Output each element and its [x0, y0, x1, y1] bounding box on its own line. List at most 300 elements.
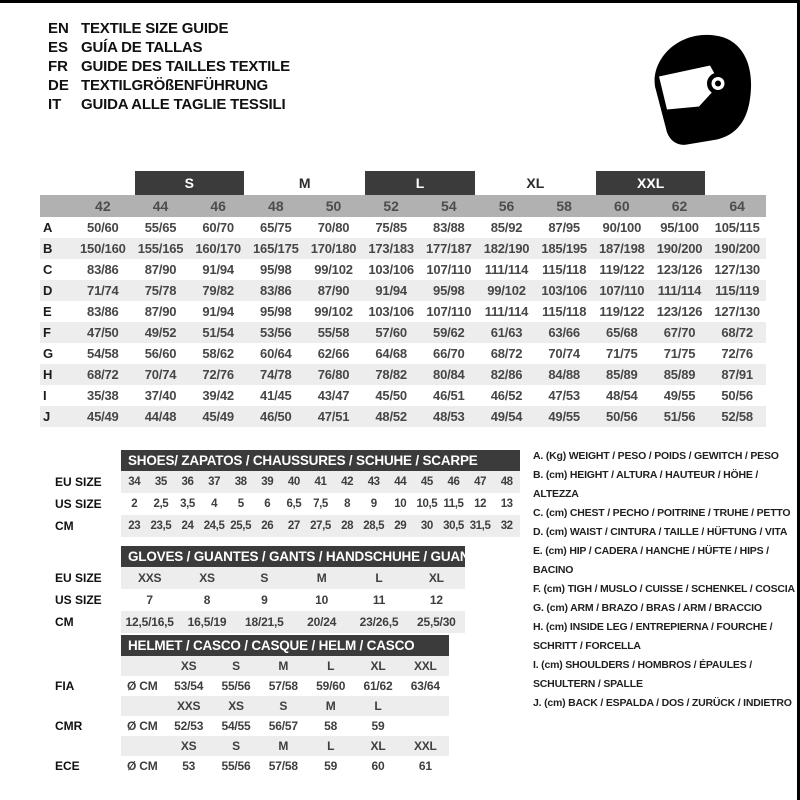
measurement-row-i	[40, 385, 766, 406]
measurement-value: 45/49	[87, 409, 119, 424]
side-label-us-size: US SIZE	[55, 593, 102, 607]
measurement-value: 83/86	[260, 283, 292, 298]
helmet-size-value: 52/53	[174, 719, 204, 733]
language-title: GUIDA ALLE TAGLIE TESSILI	[81, 96, 286, 113]
gloves-size-table	[55, 546, 482, 633]
size-value: 12	[429, 593, 443, 607]
measurement-value: 95/98	[433, 283, 465, 298]
language-row	[48, 95, 290, 114]
size-value: 41	[314, 476, 327, 488]
helmet-size-label: L	[327, 659, 335, 673]
size-value: L	[375, 571, 383, 585]
gloves-table-title: GLOVES / GUANTES / GANTS / HANDSCHUHE / GUANTI	[121, 546, 465, 567]
helmet-size-value: 53	[182, 759, 196, 773]
size-group-band	[40, 171, 766, 195]
size-value: 29	[394, 520, 407, 532]
measurement-value: 85/89	[606, 367, 638, 382]
size-value: 34	[128, 476, 141, 488]
size-column-header: 42	[95, 198, 111, 214]
measurement-value: 111/114	[484, 262, 529, 277]
size-row-cm	[121, 515, 520, 537]
measurement-value: 95/98	[260, 262, 292, 277]
racing-helmet-icon	[651, 30, 755, 149]
size-value: 11,5	[443, 498, 464, 510]
measurement-value: 68/72	[87, 367, 119, 382]
size-value: M	[316, 571, 327, 585]
row-letter: H	[43, 367, 53, 382]
measurement-value: 95/100	[660, 220, 699, 235]
size-value: 36	[181, 476, 194, 488]
helmet-size-value: 61/62	[363, 679, 393, 693]
size-value: 30	[420, 520, 433, 532]
language-title: TEXTILGRÖßENFÜHRUNG	[81, 77, 269, 94]
measurement-value: 66/70	[433, 346, 465, 361]
size-column-header: 52	[383, 198, 399, 214]
helmet-size-value: 57/58	[268, 679, 298, 693]
measurement-value: 99/102	[314, 262, 353, 277]
size-value: 6,5	[286, 498, 302, 510]
measurement-value: 39/42	[202, 388, 234, 403]
measurement-value: 87/91	[721, 367, 753, 382]
measurement-value: 155/165	[137, 241, 184, 256]
measurement-value: 115/118	[542, 262, 587, 277]
measurement-value: 91/94	[202, 262, 234, 277]
size-value: 27,5	[310, 520, 331, 532]
legend-item: F. (cm) TIGH / MUSLO / CUISSE / SCHENKEL / COSCIA	[533, 583, 795, 595]
measurement-value: 46/51	[433, 388, 465, 403]
measurement-value: 46/50	[260, 409, 292, 424]
legend-item: A. (Kg) WEIGHT / PESO / POIDS / GEWITCH / PESO	[533, 450, 779, 462]
measurement-value: 74/78	[260, 367, 292, 382]
helmet-size-label: XS	[180, 659, 197, 673]
size-column-header: 48	[268, 198, 284, 214]
size-value: 7	[146, 593, 153, 607]
side-label-eu-size: EU SIZE	[55, 571, 102, 585]
measurement-value: 55/65	[144, 220, 177, 235]
helmet-value-row-cmr	[121, 716, 449, 736]
measurement-value: 50/56	[721, 388, 753, 403]
measurement-value: 111/114	[657, 283, 702, 298]
measurement-value: 76/80	[317, 367, 350, 382]
language-row	[48, 76, 290, 95]
measurement-value: 49/54	[490, 409, 523, 424]
size-column-header: 44	[152, 198, 169, 214]
measurement-value: 123/126	[656, 304, 703, 319]
measurement-value: 105/115	[714, 220, 760, 235]
size-group-s: S	[135, 171, 244, 195]
measurement-value: 53/56	[260, 325, 292, 340]
legend-item: G. (cm) ARM / BRAZO / BRAS / ARM / BRACCIO	[533, 602, 762, 614]
measurement-value: 190/200	[656, 241, 703, 256]
size-value: 32	[500, 520, 513, 532]
measurement-value: 119/122	[599, 304, 645, 319]
measurement-value: 45/49	[202, 409, 234, 424]
helmet-size-label: M	[325, 699, 336, 713]
size-value: 30,5	[443, 520, 464, 532]
measurement-value: 47/53	[548, 388, 580, 403]
size-group-xl: XL	[526, 175, 545, 191]
measurement-value: 65/68	[606, 325, 638, 340]
size-value: 4	[211, 498, 218, 510]
size-value: 13	[500, 498, 513, 510]
size-value: 10	[394, 498, 407, 510]
measurement-value: 84/88	[548, 367, 580, 382]
size-value: 10	[315, 593, 329, 607]
measurement-value: 48/53	[433, 409, 465, 424]
helmet-size-value: 63/64	[410, 679, 440, 693]
standard-label-cmr: CMR	[55, 719, 83, 733]
measurement-value: 127/130	[714, 304, 760, 319]
size-value: 48	[500, 476, 513, 488]
helmet-size-label: L	[374, 699, 382, 713]
size-value: XXS	[137, 571, 162, 585]
helmet-size-value: 56/57	[268, 719, 298, 733]
measurement-value: 70/80	[317, 220, 350, 235]
row-letter: D	[43, 283, 53, 298]
size-value: 23	[128, 520, 141, 532]
measurement-row-a	[40, 217, 766, 238]
measurement-value: 71/74	[87, 283, 119, 298]
helmet-size-table	[55, 635, 449, 776]
size-value: 39	[261, 476, 274, 488]
measurement-value: 54/58	[87, 346, 119, 361]
size-value: 31,5	[469, 520, 491, 532]
measurement-value: 90/100	[602, 220, 642, 235]
measurement-value: 115/119	[715, 283, 760, 298]
measurement-value: 103/106	[368, 304, 414, 319]
measurement-value: 91/94	[375, 283, 407, 298]
measurement-value: 87/90	[144, 304, 177, 319]
measurement-value: 165/175	[253, 241, 299, 256]
helmet-size-label: XS	[228, 699, 244, 713]
side-label-cm: CM	[55, 519, 74, 533]
size-column-header: 46	[210, 198, 226, 214]
size-row-eu-size	[121, 567, 465, 589]
measurement-value: 107/110	[426, 262, 472, 277]
measurement-value: 70/74	[548, 346, 580, 361]
helmet-size-label: XS	[180, 739, 197, 753]
legend-item: E. (cm) HIP / CADERA / HANCHE / HÜFTE / HIPS / BACINO	[533, 545, 769, 576]
measurement-value: 50/60	[87, 220, 119, 235]
row-letter: B	[43, 241, 53, 256]
legend-item: J. (cm) BACK / ESPALDA / DOS / ZURÜCK / INDIETRO	[533, 697, 792, 709]
measurement-row-e	[40, 301, 766, 322]
textile-size-table	[40, 171, 766, 427]
measurement-value: 83/86	[87, 304, 119, 319]
size-group-m: M	[298, 175, 311, 191]
helmet-size-value: 60	[371, 759, 385, 773]
row-letter: E	[43, 304, 52, 319]
helmet-size-label: S	[232, 659, 240, 673]
helmet-size-value: 54/55	[221, 719, 251, 733]
measurement-value: 55/58	[317, 325, 350, 340]
measurement-value: 60/64	[260, 346, 292, 361]
measurement-value: 71/75	[663, 346, 696, 361]
size-value: XL	[428, 571, 444, 585]
measurement-value: 177/187	[426, 241, 472, 256]
measurement-value: 87/90	[317, 283, 350, 298]
size-value: 27	[287, 520, 300, 532]
helmet-size-value: 59	[324, 759, 338, 773]
measurement-row-c	[40, 259, 766, 280]
measurement-value: 103/106	[541, 283, 587, 298]
measurement-value: 52/58	[721, 409, 753, 424]
row-letter: A	[43, 220, 53, 235]
helmet-size-value: 61	[418, 759, 432, 773]
measurement-row-f	[40, 322, 766, 343]
measurement-value: 187/198	[599, 241, 645, 256]
size-value: 18/21,5	[245, 615, 284, 629]
measurement-value: 72/76	[202, 367, 234, 382]
measurement-value: 95/98	[260, 304, 292, 319]
measurement-value: 83/86	[87, 262, 119, 277]
language-row	[48, 57, 290, 76]
measurement-value: 56/60	[144, 346, 177, 361]
size-value: 35	[154, 476, 167, 488]
size-value: 25,5/30	[417, 615, 456, 629]
helmet-table-title: HELMET / CASCO / CASQUE / HELM / CASCO	[121, 635, 449, 656]
measurement-value: 91/94	[202, 304, 234, 319]
shoes-size-table	[55, 450, 520, 537]
language-code: EN	[48, 20, 69, 37]
helmet-value-row-ece	[121, 756, 449, 776]
side-label-us-size: US SIZE	[55, 497, 102, 511]
measurement-value: 170/180	[310, 241, 357, 256]
size-value: 20/24	[307, 615, 337, 629]
size-value: 28	[341, 520, 354, 532]
helmet-size-header-row	[121, 736, 449, 756]
size-value: 16,5/19	[187, 615, 227, 629]
row-letter: I	[43, 388, 47, 403]
size-value: 42	[341, 476, 354, 488]
size-row-us-size	[121, 589, 465, 611]
legend-item: H. (cm) INSIDE LEG / ENTREPIERNA / FOURCHE / SCHRITT / FORCELLA	[533, 621, 773, 652]
measurement-value: 58/62	[202, 346, 234, 361]
row-letter: F	[43, 325, 51, 340]
measurement-value: 48/52	[375, 409, 407, 424]
size-number-header-row	[40, 195, 766, 217]
measurement-value: 45/50	[375, 388, 407, 403]
measurement-value: 103/106	[368, 262, 414, 277]
measurement-value: 47/50	[87, 325, 119, 340]
size-value: 9	[261, 593, 268, 607]
measurement-value: 67/70	[663, 325, 696, 340]
diameter-unit-label: Ø CM	[127, 759, 158, 773]
measurement-value: 115/118	[542, 304, 587, 319]
size-value: XS	[199, 571, 215, 585]
measurement-row-g	[40, 343, 766, 364]
measurement-value: 35/38	[87, 388, 119, 403]
diameter-unit-label: Ø CM	[127, 679, 158, 693]
size-value: 26	[261, 520, 274, 532]
size-column-header: 50	[325, 198, 342, 214]
legend-item: C. (cm) CHEST / PECHO / POITRINE / TRUHE / PETTO	[533, 507, 791, 519]
size-column-header: 54	[441, 198, 457, 214]
size-value: 12,5/16,5	[125, 615, 174, 629]
measurement-value: 99/102	[314, 304, 353, 319]
measurement-value: 50/56	[606, 409, 638, 424]
measurement-value: 190/200	[714, 241, 760, 256]
size-value: 47	[474, 476, 487, 488]
measurement-rows	[40, 217, 766, 427]
measurement-value: 49/55	[548, 409, 580, 424]
measurement-value: 82/86	[490, 367, 523, 382]
diameter-unit-label: Ø CM	[127, 719, 158, 733]
size-value: 43	[367, 476, 380, 488]
size-value: 5	[237, 498, 244, 510]
size-value: 2	[131, 498, 138, 510]
size-value: 2,5	[153, 498, 169, 510]
measurement-value: 85/89	[663, 367, 696, 382]
measurement-value: 57/60	[375, 325, 407, 340]
measurement-value: 87/95	[548, 220, 580, 235]
helmet-size-label: L	[327, 739, 335, 753]
measurement-value: 99/102	[487, 283, 526, 298]
measurement-legend	[533, 447, 797, 713]
size-column-header: 62	[671, 198, 688, 214]
size-value: 6	[264, 498, 271, 510]
language-code: DE	[48, 77, 69, 94]
size-column-header: 56	[498, 198, 515, 214]
measurement-value: 46/52	[490, 388, 523, 403]
size-value: 24	[181, 520, 194, 532]
helmet-size-label: XL	[370, 659, 386, 673]
size-value: 24,5	[203, 520, 225, 532]
language-row	[48, 38, 290, 57]
measurement-value: 43/47	[317, 388, 350, 403]
size-value: 38	[234, 476, 247, 488]
helmet-size-value: 58	[324, 719, 338, 733]
language-code: IT	[48, 96, 62, 113]
helmet-size-label: S	[279, 699, 288, 713]
size-row-eu-size	[121, 471, 520, 493]
helmet-size-label: M	[278, 659, 289, 673]
measurement-value: 64/68	[375, 346, 407, 361]
shoes-table-title: SHOES/ ZAPATOS / CHAUSSURES / SCHUHE / SCARPE	[121, 450, 520, 471]
size-row-us-size	[121, 493, 520, 515]
size-value: 28,5	[363, 520, 385, 532]
measurement-value: 182/190	[483, 241, 530, 256]
language-title: GUIDE DES TAILLES TEXTILE	[81, 58, 290, 75]
measurement-value: 111/114	[484, 304, 529, 319]
size-column-header: 58	[556, 198, 572, 214]
measurement-value: 49/55	[663, 388, 696, 403]
standard-label-ece: ECE	[55, 759, 80, 773]
size-value: S	[260, 571, 269, 585]
helmet-rows	[121, 656, 449, 776]
measurement-row-b	[40, 238, 766, 259]
measurement-value: 71/75	[606, 346, 638, 361]
helmet-size-label: XXL	[413, 659, 437, 673]
helmet-value-row-fia	[121, 676, 449, 696]
measurement-value: 85/92	[490, 220, 523, 235]
size-value: 8	[203, 593, 211, 607]
size-value: 44	[394, 476, 407, 488]
measurement-row-d	[40, 280, 766, 301]
measurement-value: 107/110	[426, 304, 472, 319]
measurement-value: 150/160	[80, 241, 126, 256]
size-group-l: L	[365, 171, 474, 195]
measurement-value: 119/122	[599, 262, 645, 277]
helmet-size-value: 53/54	[174, 679, 204, 693]
measurement-value: 160/170	[195, 241, 241, 256]
measurement-value: 78/82	[375, 367, 407, 382]
size-column-header: 60	[614, 198, 630, 214]
measurement-value: 47/51	[317, 409, 350, 424]
measurement-value: 87/90	[144, 262, 177, 277]
measurement-value: 51/54	[202, 325, 234, 340]
helmet-size-value: 59/60	[316, 679, 346, 693]
language-title: TEXTILE SIZE GUIDE	[81, 20, 229, 37]
measurement-value: 83/88	[433, 220, 465, 235]
size-value: 45	[420, 476, 433, 488]
measurement-value: 173/183	[368, 241, 414, 256]
gloves-rows	[121, 567, 465, 633]
helmet-size-header-row	[121, 696, 449, 716]
helmet-size-value: 57/58	[268, 759, 298, 773]
size-value: 9	[370, 498, 377, 510]
measurement-value: 185/195	[541, 241, 587, 256]
measurement-value: 63/66	[548, 325, 580, 340]
measurement-value: 61/63	[490, 325, 523, 340]
helmet-size-label: M	[278, 739, 289, 753]
language-code: FR	[48, 58, 68, 75]
row-letter: C	[43, 262, 53, 277]
size-value: 8	[344, 498, 351, 510]
measurement-value: 65/75	[260, 220, 292, 235]
measurement-row-h	[40, 364, 766, 385]
helmet-size-value: 55/56	[221, 679, 251, 693]
measurement-value: 68/72	[490, 346, 523, 361]
row-letter: G	[43, 346, 53, 361]
legend-item: B. (cm) HEIGHT / ALTURA / HAUTEUR / HÖHE / ALTEZZA	[533, 469, 759, 500]
size-value: 10,5	[416, 498, 438, 510]
language-code: ES	[48, 39, 69, 56]
measurement-value: 48/54	[606, 388, 638, 403]
measurement-value: 79/82	[202, 283, 234, 298]
language-title-list	[48, 19, 290, 114]
measurement-value: 51/56	[663, 409, 696, 424]
size-row-cm	[121, 611, 465, 633]
size-value: 11	[372, 593, 386, 607]
measurement-value: 72/76	[721, 346, 753, 361]
helmet-size-label: S	[232, 739, 240, 753]
shoes-rows	[121, 471, 520, 537]
measurement-value: 75/78	[144, 283, 177, 298]
size-value: 12	[474, 498, 487, 510]
measurement-value: 59/62	[433, 325, 465, 340]
measurement-value: 60/70	[202, 220, 234, 235]
measurement-value: 75/85	[375, 220, 407, 235]
size-column-header: 64	[729, 198, 745, 214]
helmet-size-label: XXS	[176, 699, 201, 713]
size-value: 23/26,5	[359, 615, 399, 629]
side-label-cm: CM	[55, 615, 74, 629]
measurement-row-j	[40, 406, 766, 427]
measurement-value: 49/52	[144, 325, 177, 340]
measurement-value: 127/130	[714, 262, 760, 277]
measurement-value: 44/48	[144, 409, 177, 424]
measurement-value: 37/40	[144, 388, 177, 403]
measurement-value: 107/110	[599, 283, 645, 298]
measurement-value: 70/74	[144, 367, 177, 382]
size-value: 7,5	[313, 498, 328, 510]
size-value: 3,5	[180, 498, 195, 510]
row-letter: J	[43, 409, 51, 424]
legend-item: I. (cm) SHOULDERS / HOMBROS / ÉPAULES / SCHULTERN / SPALLE	[533, 659, 752, 690]
size-value: 25,5	[230, 520, 252, 532]
measurement-value: 80/84	[433, 367, 465, 382]
